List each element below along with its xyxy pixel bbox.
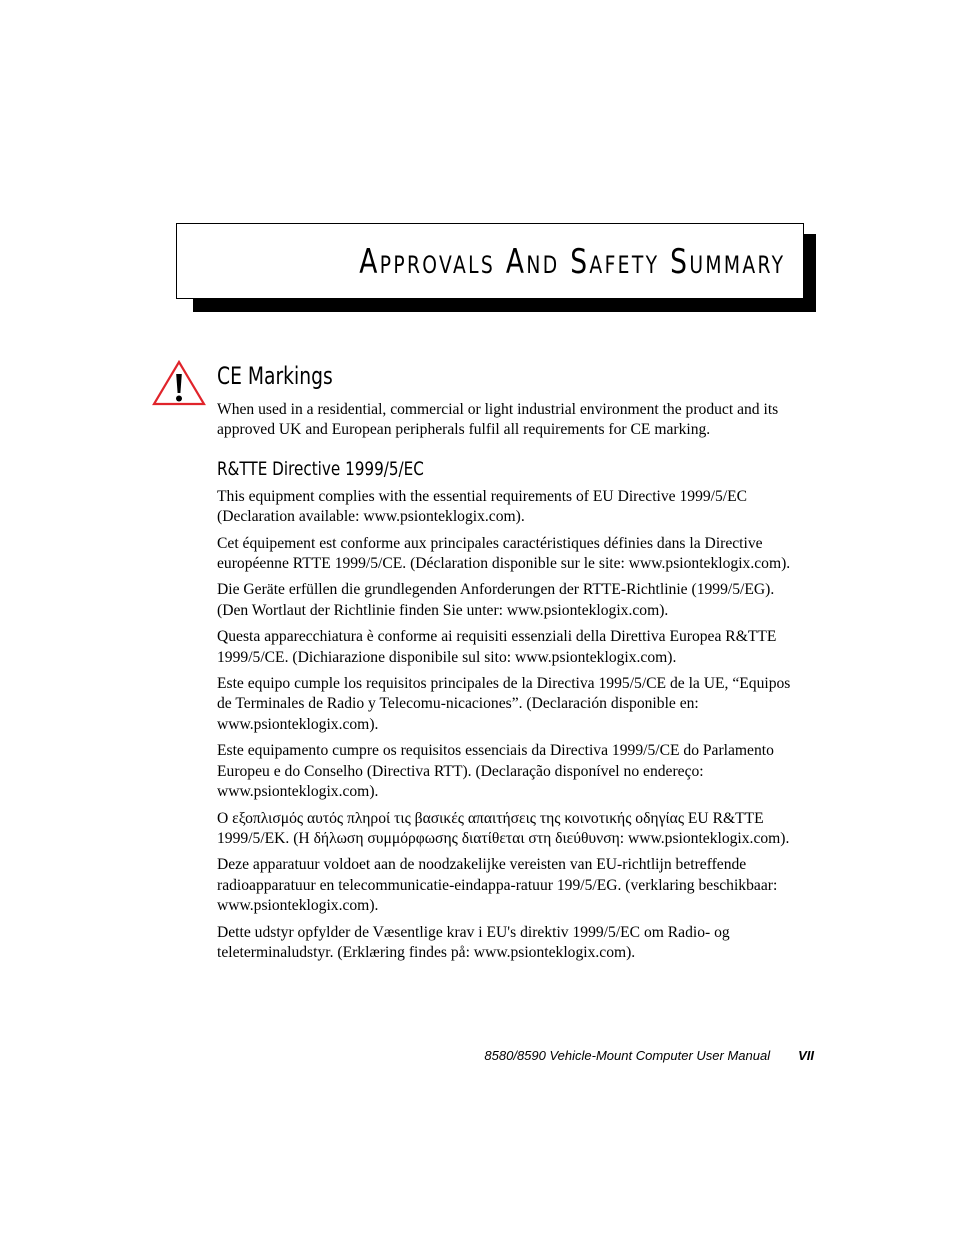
- paragraph-german: Die Geräte erfüllen die grundlegenden Anforderungen der RTTE-Richtlinie (1999/5/EG). (Den Wortlaut der Richtlinie finden Sie unter: www.psionteklogix.com).: [217, 581, 775, 619]
- warning-icon: [152, 360, 206, 406]
- subsection-heading-rtte: R&TTE Directive 1999/5/EC: [217, 457, 424, 480]
- paragraph-french: Cet équipement est conforme aux principales caractéristiques définies dans la Directive européenne RTTE 1999/5/CE. (Déclaration disponible sur le site: www.psionteklogix.com).: [217, 534, 791, 573]
- intro-paragraph: When used in a residential, commercial or light industrial environment the product and its approved UK and European peripherals fulfil all requirements for CE marking.: [217, 401, 779, 439]
- paragraph-portuguese: Este equipamento cumpre os requisitos essenciais da Directiva 1999/5/CE do Parlamento Europeu e do Conselho (Directiva RTT). (Declaração disponível no endereço: www.psionteklogix.com).: [217, 742, 774, 801]
- section-heading-ce-markings: CE Markings: [217, 362, 333, 390]
- title-box: [176, 223, 804, 299]
- paragraph-dutch: Deze apparatuur voldoet aan de noodzakelijke vereisten van EU-richtlijn betreffende radioapparatuur en telecommunicatie-eindappa-ratuur 199/5/EG. (verklaring beschikbaar: www.psionteklogix.com).: [217, 856, 778, 915]
- footer-page-number: VII: [798, 1048, 814, 1063]
- paragraph-italian: Questa apparecchiatura è conforme ai requisiti essenziali della Direttiva Europea R&TTE 1999/5/CE. (Dichiarazione disponibile sul sito: www.psionteklogix.com).: [217, 628, 777, 666]
- paragraph-english: This equipment complies with the essential requirements of EU Directive 1999/5/EC (Declaration available: www.psionteklogix.com).: [217, 487, 748, 526]
- page-footer: [484, 1048, 814, 1063]
- paragraph-spanish: Este equipo cumple los requisitos principales de la Directiva 1995/5/CE de la UE, “Equipos de Terminales de Radio y Telecomu-nicaciones”. (Declaración disponible en: www.psionteklogix.com).: [217, 675, 791, 733]
- paragraph-greek: Ο εξοπλισμός αυτός πληροί τις βασικές απαιτήσεις της κοινοτικής οδηγίας EU R&TTE 1999/5/EK. (Η δήλωση συμμόρφωσης διατίθεται στη διεύθυνση: www.psionteklogix.com).: [217, 809, 790, 847]
- footer-manual-title: 8580/8590 Vehicle-Mount Computer User Manual: [484, 1048, 771, 1063]
- main-content: [217, 360, 797, 969]
- paragraph-danish: Dette udstyr opfylder de Væsentlige krav i EU's direktiv 1999/5/EC om Radio- og teleterminaludstyr. (Erklæring findes på: www.psionteklogix.com).: [217, 923, 730, 961]
- page-title: Approvals And Safety Summary: [358, 242, 785, 282]
